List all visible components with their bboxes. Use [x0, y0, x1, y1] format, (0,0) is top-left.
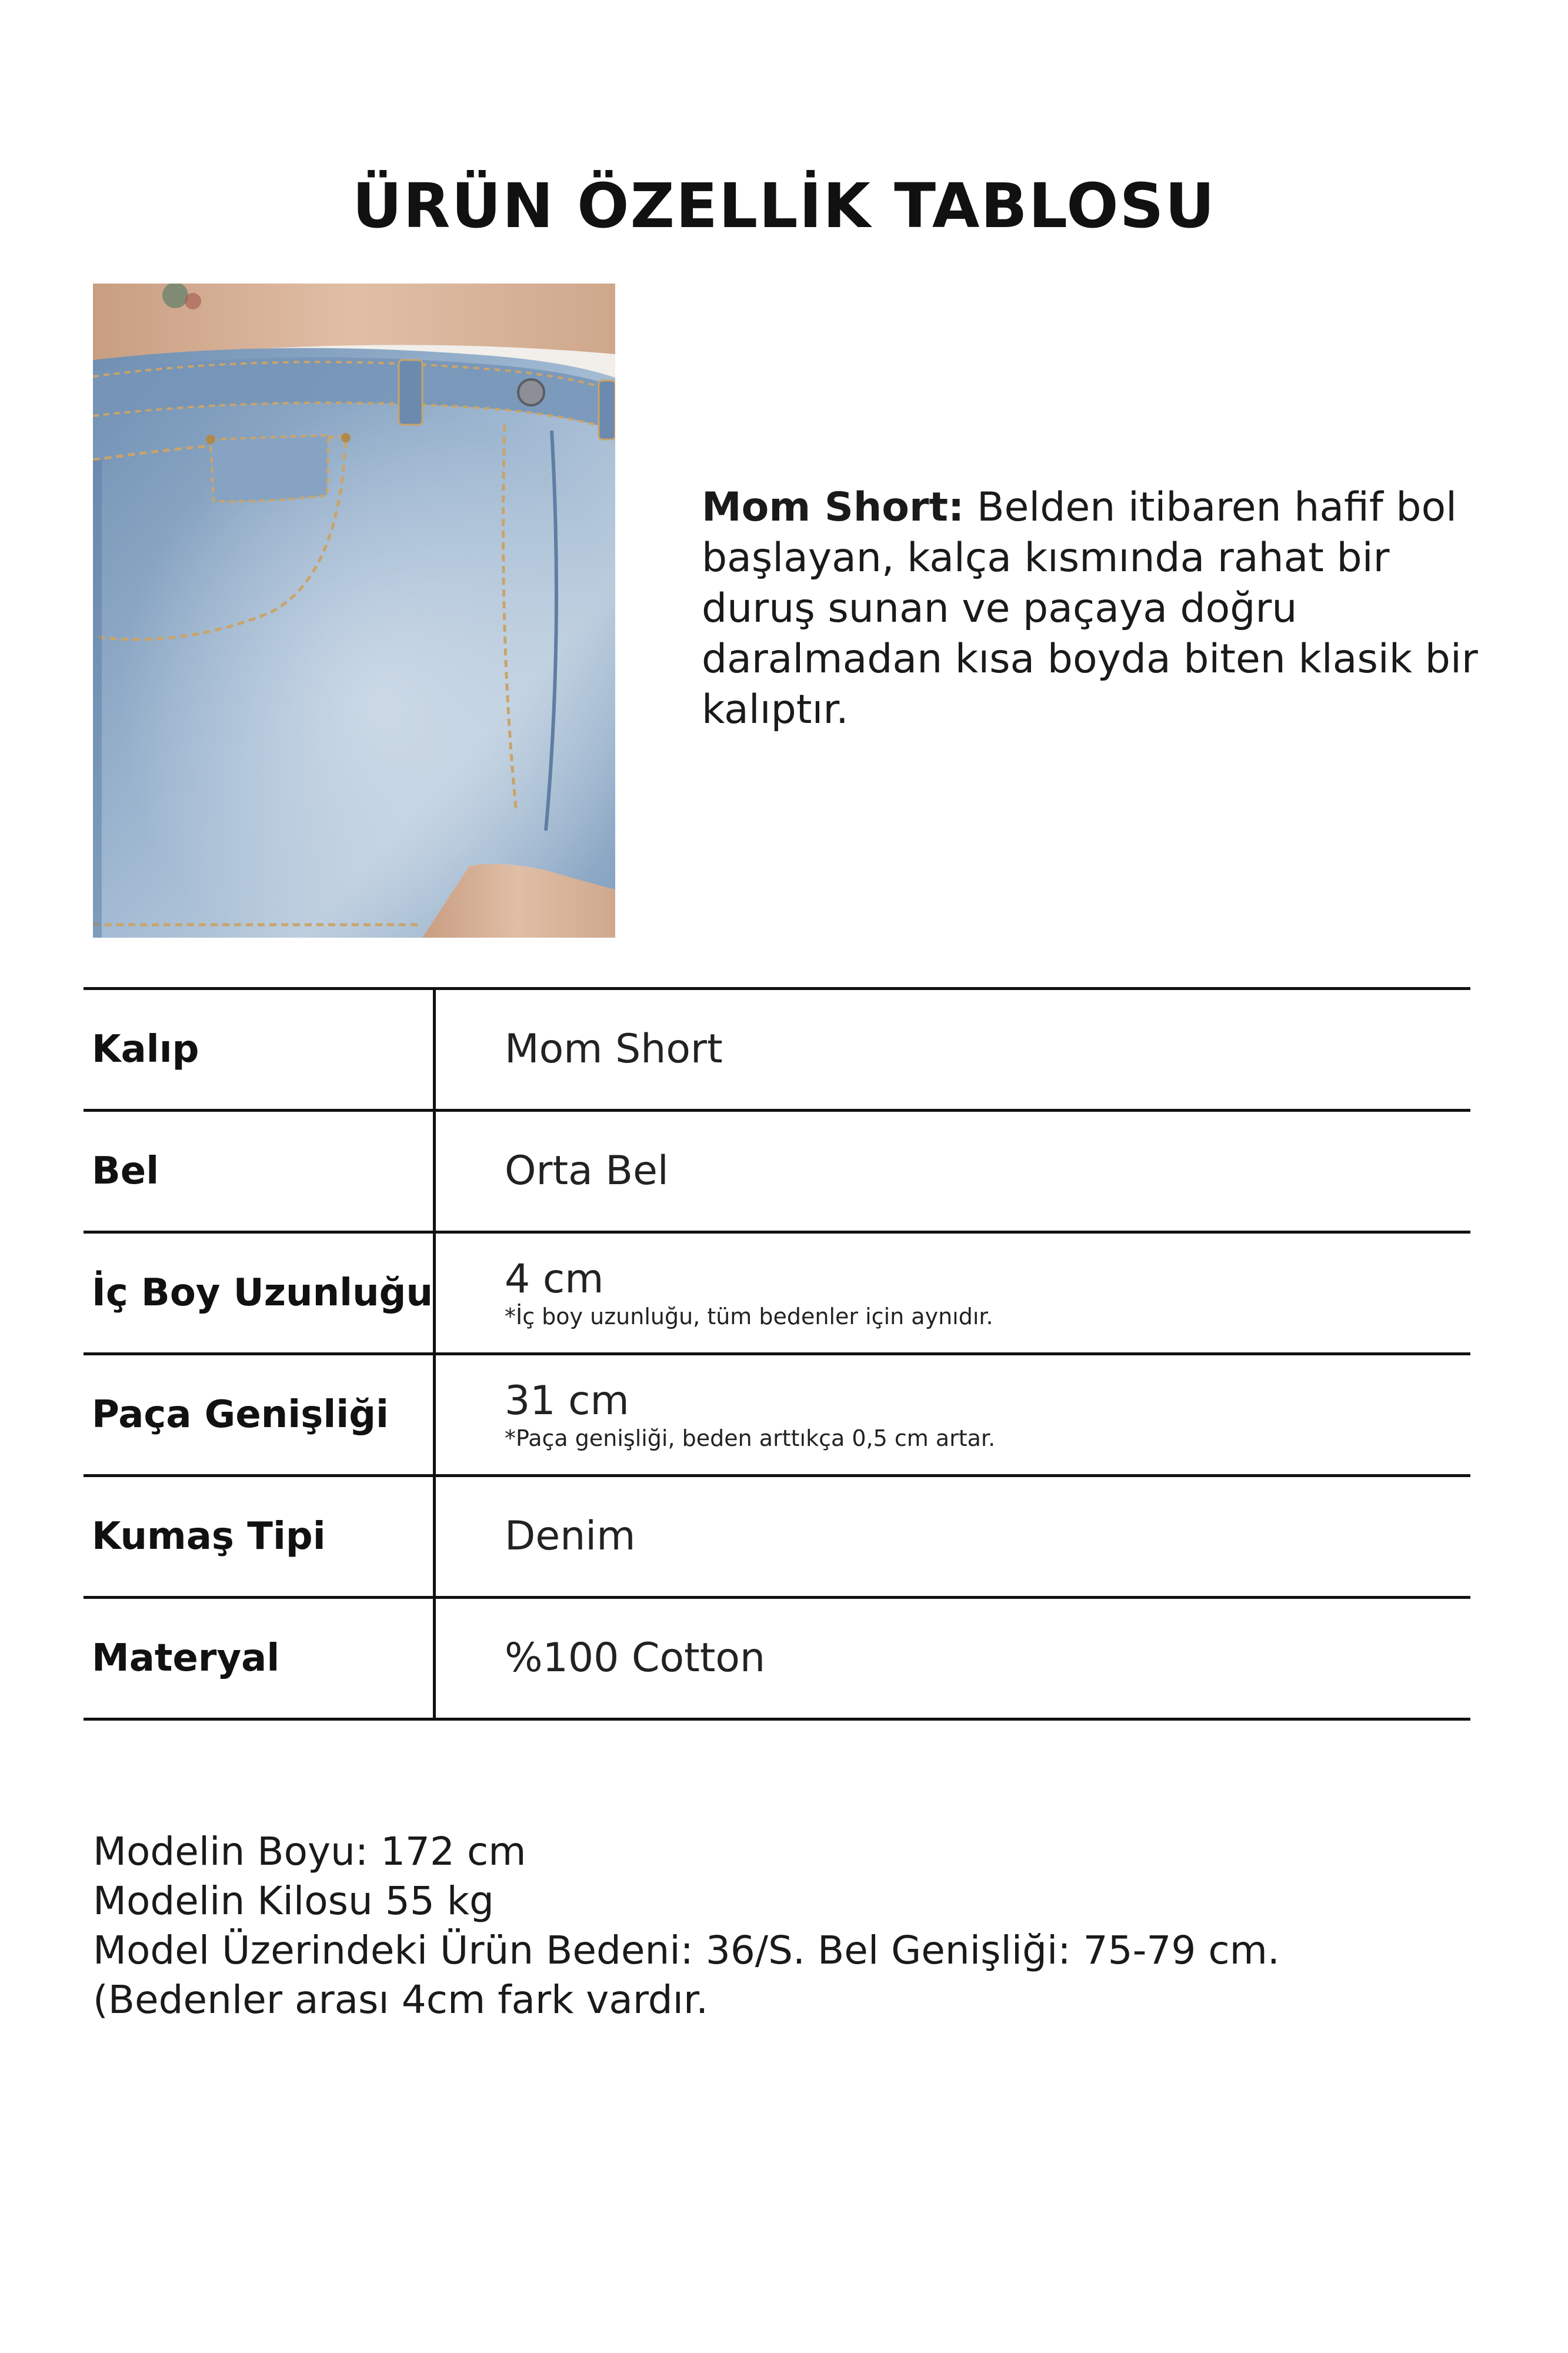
spec-label: İç Boy Uzunluğu [92, 1271, 433, 1315]
spec-value-note: *Paça genişliği, beden arttıkça 0,5 cm artar. [505, 1425, 996, 1451]
column-divider [433, 1477, 436, 1596]
spec-value-note: *İç boy uzunluğu, tüm bedenler için aynıdır. [505, 1304, 993, 1329]
column-divider [433, 1234, 436, 1352]
spec-value [505, 1234, 1457, 1352]
spec-row-materyal [84, 1599, 1470, 1721]
description-text: Belden itibaren hafif bol başlayan, kalça kısmında rahat bir duruş sunan ve paçaya doğru daralmadan kısa boyda biten klasik bir kalıptır. [702, 484, 1478, 733]
spec-value [505, 1599, 1457, 1718]
model-info [93, 1827, 1481, 2025]
spec-table [84, 987, 1470, 1721]
product-photo [93, 284, 615, 938]
spec-row-kumas [84, 1477, 1470, 1599]
column-divider [433, 1112, 436, 1231]
spec-value [505, 1477, 1457, 1596]
denim-shorts-illustration [93, 284, 615, 938]
spec-label: Bel [92, 1149, 159, 1193]
spec-value-main: Mom Short [505, 1026, 723, 1072]
spec-label: Kalıp [92, 1028, 199, 1071]
button [518, 379, 544, 405]
page-title: ÜRÜN ÖZELLİK TABLOSU [352, 170, 1216, 242]
spec-value [505, 1112, 1457, 1231]
column-divider [433, 1599, 436, 1718]
column-divider [433, 990, 436, 1109]
spec-row-ic-boy [84, 1234, 1470, 1355]
spec-value-main: 31 cm [505, 1378, 629, 1424]
spec-row-kalip [84, 990, 1470, 1112]
spec-value-main: 4 cm [505, 1256, 604, 1302]
model-weight: Modelin Kilosu 55 kg [93, 1878, 494, 1924]
spec-label: Materyal [92, 1637, 280, 1680]
spec-label: Paça Genişliği [92, 1393, 389, 1437]
model-size: Model Üzerindeki Ürün Bedeni: 36/S. Bel Genişliği: 75-79 cm. (Bedenler arası 4cm fark vardır. [93, 1928, 1280, 2022]
spec-row-paca [84, 1355, 1470, 1477]
spec-label: Kumaş Tipi [92, 1515, 326, 1558]
spec-value [505, 1355, 1457, 1474]
model-height: Modelin Boyu: 172 cm [93, 1829, 526, 1874]
column-divider [433, 1355, 436, 1474]
product-description [702, 482, 1490, 735]
description-term: Mom Short: [702, 484, 965, 531]
spec-value-main: %100 Cotton [505, 1635, 766, 1681]
spec-row-bel [84, 1112, 1470, 1234]
spec-value-main: Denim [505, 1513, 636, 1559]
spec-value [505, 990, 1457, 1109]
spec-value-main: Orta Bel [505, 1148, 669, 1194]
